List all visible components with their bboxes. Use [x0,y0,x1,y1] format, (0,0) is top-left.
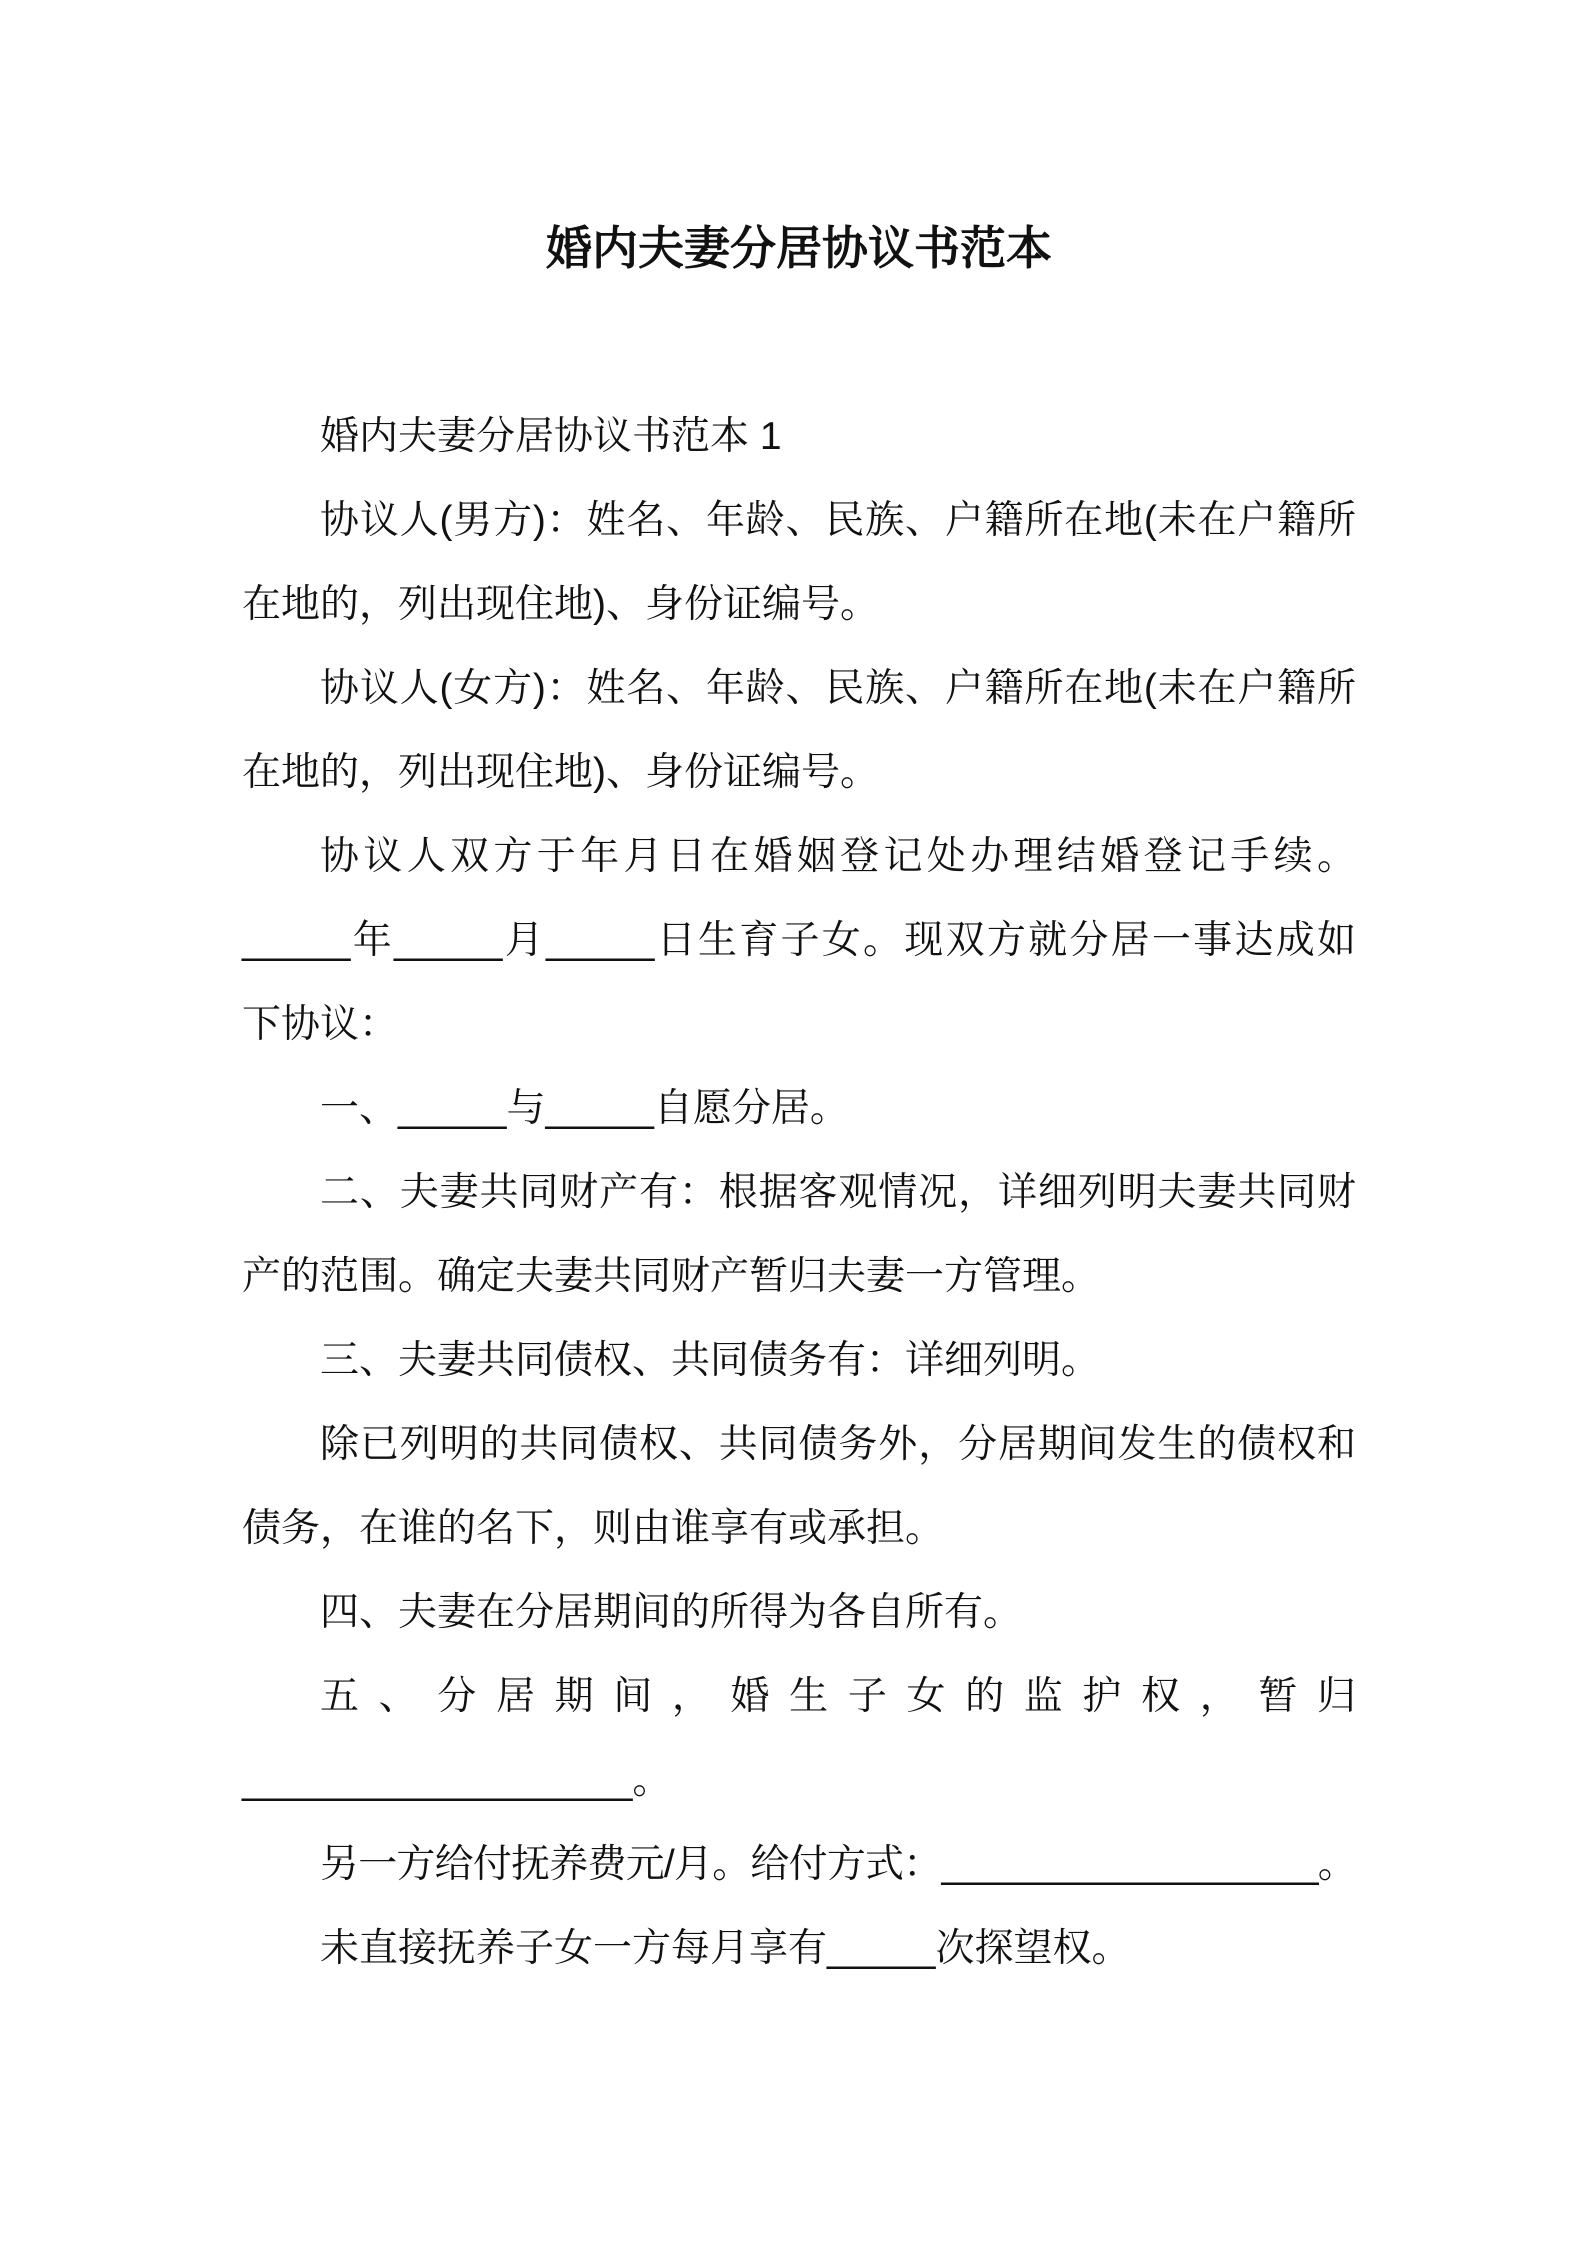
paragraph-line: 除已列明的共同债权、共同债务外，分居期间发生的债权和 [320,1423,1356,1466]
marriage-registration-paragraph [242,815,1356,1067]
clause-3-note-paragraph [242,1403,1356,1571]
paragraph-line: 下协议： [242,1003,399,1046]
paragraph-line: 协议人双方于年月日在婚姻登记处办理结婚登记手续。 [320,835,1356,878]
paragraph-line: __________________。 [242,1759,672,1802]
paragraph-line: 四、夫妻在分居期间的所得为各自所有。 [320,1591,1023,1634]
clause-3-paragraph [242,1319,1356,1403]
paragraph-line: 协议人(女方)：姓名、年龄、民族、户籍所在地(未在户籍所 [320,667,1356,710]
party-male-paragraph [242,479,1356,647]
clause-1-paragraph [242,1067,1356,1151]
paragraph-line: 债务，在谁的名下，则由谁享有或承担。 [242,1507,945,1550]
paragraph-line: 另一方给付抚养费元/月。给付方式：__________________。 [320,1843,1356,1886]
party-female-paragraph [242,647,1356,815]
paragraph-line: 未直接抚养子女一方每月享有_____次探望权。 [320,1927,1131,1970]
document-title: 婚内夫妻分居协议书范本 [546,222,1052,274]
paragraph-line: 协议人(男方)：姓名、年龄、民族、户籍所在地(未在户籍所 [320,499,1356,542]
paragraph-line: 二、夫妻共同财产有：根据客观情况，详细列明夫妻共同财 [320,1171,1356,1214]
paragraph-line: 一、_____与_____自愿分居。 [320,1087,849,1130]
paragraph-line: 五、分居期间，婚生子女的监护权，暂归 [320,1675,1356,1718]
document-body [242,395,1356,1991]
child-support-paragraph [242,1823,1356,1907]
clause-4-paragraph [242,1571,1356,1655]
clause-5-paragraph [242,1655,1356,1823]
paragraph-line: 在地的，列出现住地)、身份证编号。 [242,583,879,626]
paragraph-line: 在地的，列出现住地)、身份证编号。 [242,751,879,794]
paragraph-line: 三、夫妻共同债权、共同债务有：详细列明。 [320,1339,1101,1382]
section-heading: 婚内夫妻分居协议书范本 1 [320,415,782,458]
paragraph-line: 产的范围。确定夫妻共同财产暂归夫妻一方管理。 [242,1255,1101,1298]
paragraph-line: _____年_____月_____日生育子女。现双方就分居一事达成如 [242,919,1356,962]
visitation-paragraph [242,1907,1356,1991]
clause-2-paragraph [242,1151,1356,1319]
